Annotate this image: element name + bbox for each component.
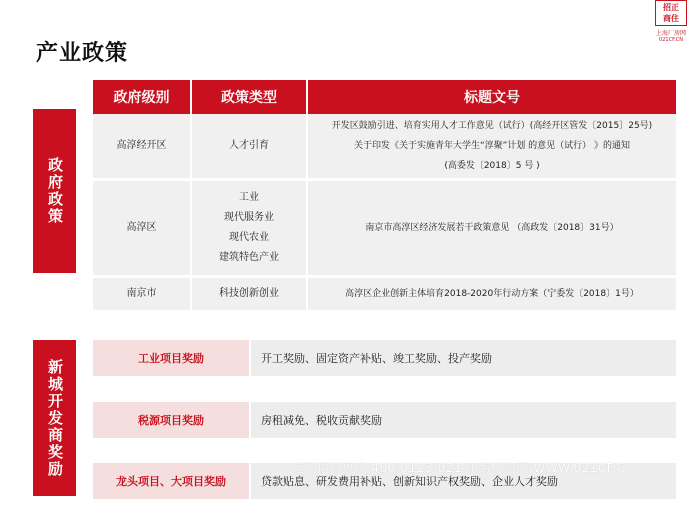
watermark-text: 免佣招商热线 400-0123-021 上海厂房网 WWW.021CF.C [292,461,626,475]
reward-description: 贷款贴息、研发费用补贴、创新知识产权奖励、企业人才奖励 [251,463,676,499]
type-line: 建筑特色产业 [219,252,279,263]
logo-seal-line1: 招正 [663,3,679,12]
logo-seal-icon [655,0,687,26]
section-label-government-policy: 政府政策 [33,109,76,273]
header-government-level: 政府级别 [93,80,191,114]
cell-type [191,277,307,312]
cell-level: 高淳区 [93,180,191,277]
logo-url: 021CF.CN [659,37,683,43]
policy-table-header [93,80,676,114]
type-line: 现代农业 [229,232,269,243]
cell-document [307,277,676,312]
logo-name: 上海厂房网 [655,30,686,37]
header-policy-type: 政策类型 [191,80,307,114]
cell-type [191,114,307,180]
reward-description: 开工奖励、固定资产补贴、竣工奖励、投产奖励 [251,340,676,376]
doc-line: 开发区鼓励引进、培育实用人才工作意见（试行）(高经开区管发〔2015〕25号) [331,121,653,131]
table-row [93,114,676,180]
type-line: 工业 [239,192,259,203]
logo-seal-line2: 商住 [663,14,679,23]
brand-logo [651,0,691,43]
header-document-number: 标题文号 [307,80,676,114]
policy-table [93,80,676,313]
type-line: 科技创新创业 [219,288,279,299]
doc-line: 高淳区企业创新主体培育2018-2020年行动方案（宁委发〔2018〕1号） [345,289,639,299]
doc-line: (高委发〔2018〕5 号 ) [444,161,540,171]
cell-level: 高淳经开区 [93,114,191,180]
reward-label: 税源项目奖励 [93,402,249,438]
type-line: 人才引育 [229,140,269,151]
table-row [93,180,676,277]
reward-description: 房租减免、税收贡献奖励 [251,402,676,438]
reward-label: 龙头项目、大项目奖励 [93,463,249,499]
reward-label: 工业项目奖励 [93,340,249,376]
reward-row [93,402,676,438]
table-row [93,277,676,312]
doc-line: 南京市高淳区经济发展若干政策意见 （高政发〔2018〕31号） [365,223,619,233]
reward-row [93,340,676,376]
page-title: 产业政策 [36,41,129,66]
cell-type [191,180,307,277]
type-line: 现代服务业 [224,212,274,223]
cell-document [307,180,676,277]
doc-line: 关于印发《关于实施青年大学生“淳聚”计划 的意见（试行） 》的通知 [353,141,631,151]
cell-level: 南京市 [93,277,191,312]
section-label-city-developer-rewards: 新城开发商奖励 [33,340,76,496]
cell-document [307,114,676,180]
